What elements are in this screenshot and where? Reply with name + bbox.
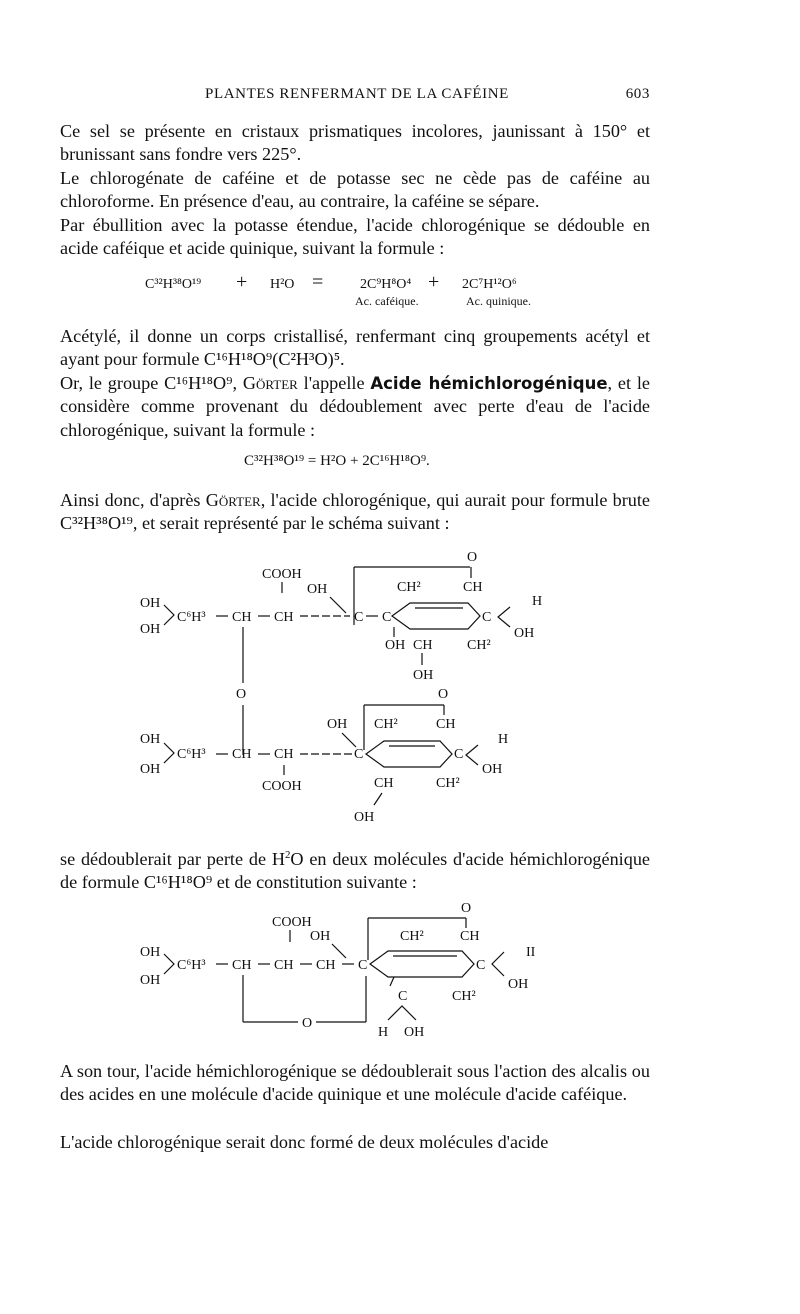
paragraph-5-text-b: l'appelle: [297, 373, 371, 393]
scheme1-oh-2: OH: [140, 622, 161, 637]
scheme2-bond: [164, 954, 174, 974]
scheme1-ring-2: [366, 741, 452, 767]
scheme2-ester-oxygen: O: [302, 1016, 313, 1031]
paragraph-4: [60, 325, 650, 372]
scheme2-bond: [332, 944, 346, 958]
scheme1-c-5: C: [454, 747, 464, 762]
scheme1-bond: [330, 597, 346, 613]
scheme1-ch2-2: CH²: [467, 638, 491, 653]
scheme2-cooh: COOH: [272, 915, 312, 930]
paragraph-6-text-c: , et serait représenté par le schéma suivant :: [132, 513, 450, 534]
scheme2-ring: [370, 951, 474, 977]
scheme2-h: II: [526, 945, 536, 960]
scheme1-ch-7: CH: [374, 776, 394, 791]
paragraph-5-text-c: , et le considère comme provenant du dédoublement avec perte d'eau de l'acide chlorogénique, suivant la formule :: [60, 373, 650, 440]
scheme1-oh-4: OH: [385, 638, 406, 653]
running-header: [60, 86, 650, 106]
scheme1-c-3: C: [482, 610, 492, 625]
scheme2-bond: [388, 1006, 416, 1020]
scheme1-c6h3-2: C⁶H³: [177, 747, 206, 762]
paragraph-6: [60, 489, 650, 536]
paragraph-7-text-b: O en deux molécules d'acide hémichlorogénique de formule C: [60, 849, 650, 893]
scheme1-bond: [466, 745, 478, 765]
scheme1-oh-8: OH: [140, 762, 161, 777]
acetyl-formula: ¹⁶H¹⁸O⁹(C²H³O)⁵.: [216, 349, 345, 370]
paragraph-7-text-a: se dédoublerait par perte de H: [60, 849, 285, 869]
scheme2-ch-1: CH: [232, 958, 252, 973]
scheme1-oh-5: OH: [413, 668, 434, 683]
scheme2-ch-3: CH: [316, 958, 336, 973]
scheme2-oh: OH: [310, 929, 331, 944]
scheme1-bond: [498, 607, 510, 627]
scheme2-oh-1: OH: [140, 945, 161, 960]
scheme1-oh-7: OH: [140, 732, 161, 747]
scheme1-ch-6: CH: [274, 747, 294, 762]
scheme1-cooh: COOH: [262, 567, 302, 582]
scheme1-ch: CH: [463, 580, 483, 595]
scheme2-c-2: C: [476, 958, 486, 973]
equation-1-equals: =: [312, 271, 324, 293]
hemi-formula: ¹⁶H¹⁸O⁹: [155, 872, 213, 893]
quinic-acid-label: Ac. quinique.: [466, 294, 531, 308]
scheme2-oh-4: OH: [404, 1025, 425, 1040]
scheme1-c6h3: C⁶H³: [177, 610, 206, 625]
equation-1-term-1: 2C⁹H⁸O⁴: [360, 277, 412, 292]
scheme2-ring-oxygen: O: [461, 901, 472, 916]
equation-1-plus: +: [236, 271, 248, 293]
scheme2-c-1: C: [358, 958, 368, 973]
scheme1-ch-4: CH: [436, 717, 456, 732]
paragraph-6-text-a: Ainsi donc, d'après: [60, 490, 206, 510]
scheme2-bond: [492, 952, 504, 976]
acid-name-bold: Acide hémichlorogénique: [370, 374, 608, 393]
equation-1-term-2: 2C⁷H¹²O⁶: [462, 277, 517, 292]
scheme1-oh-10: OH: [354, 810, 375, 825]
equation-2: C³²H³⁸O¹⁹ = H²O + 2C¹⁶H¹⁸O⁹.: [244, 453, 430, 469]
equation-1-water: H²O: [270, 277, 295, 292]
paragraph-2: Le chlorogénate de caféine et de potasse sec ne cède pas de caféine au chloroforme. En présence d'eau, au contraire, la caféine se sépare.: [60, 168, 650, 212]
author-gorter-2: Görter: [205, 490, 261, 510]
scheme1-oh: OH: [307, 582, 328, 597]
scheme1-ring-oxygen-2: O: [438, 687, 449, 702]
scheme1-h: H: [532, 594, 543, 609]
scheme2-h-2: H: [378, 1025, 389, 1040]
scheme1-ch-5: CH: [232, 747, 252, 762]
scheme2-ch2-2: CH²: [452, 989, 476, 1004]
page-number: 603: [625, 86, 650, 102]
chlorogenic-acid-scheme: [130, 545, 580, 830]
scheme2-ch: CH: [460, 929, 480, 944]
author-gorter: Görter: [242, 373, 298, 393]
scheme1-ch2: CH²: [397, 580, 421, 595]
paragraph-7-text-c: et de constitution suivante :: [212, 872, 417, 893]
hemichlorogenic-acid-scheme: [130, 900, 560, 1055]
scheme1-oh-3: OH: [514, 626, 535, 641]
scheme1-bond: [374, 793, 382, 805]
scheme2-c6h3: C⁶H³: [177, 958, 206, 973]
paragraph-4-text: Acétylé, il donne un corps cristallisé, renfermant cinq groupements acétyl et ayant pour formule C: [60, 326, 650, 370]
scheme2-bond: [390, 977, 394, 986]
scheme1-h-2: H: [498, 732, 509, 747]
scheme1-bond: [342, 733, 356, 747]
equation-1-plus-2: +: [428, 271, 440, 293]
paragraph-7: [60, 848, 650, 895]
scheme1-ch-1: CH: [232, 610, 252, 625]
h2o-subscript: 2: [284, 848, 291, 861]
scheme2-c-3: C: [398, 989, 408, 1004]
paragraph-5-text-a: Or, le groupe C: [60, 373, 177, 393]
scheme1-ch-3: CH: [413, 638, 433, 653]
group-formula: ¹⁶H¹⁸O⁹,: [176, 373, 238, 393]
scheme1-ester-oxygen: O: [236, 687, 247, 702]
scheme1-cooh-2: COOH: [262, 779, 302, 794]
scheme1-ch2-4: CH²: [436, 776, 460, 791]
scheme2-ch2: CH²: [400, 929, 424, 944]
scheme1-ring-oxygen: O: [467, 550, 478, 565]
paragraph-6-text-b: , l'acide chlorogénique, qui aurait pour formule brute C: [60, 490, 651, 534]
scheme1-ch-2: CH: [274, 610, 294, 625]
scheme1-c-1: C: [354, 610, 364, 625]
scheme1-oh-9: OH: [482, 762, 503, 777]
scheme1-bond: [164, 743, 174, 763]
paragraph-8: A son tour, l'acide hémichlorogénique se dédoublerait sous l'action des alcalis ou des acides en une molécule d'acide quinique et une molécule d'acide caféique.: [60, 1061, 650, 1105]
paragraph-5: [60, 372, 650, 442]
paragraph-1: Ce sel se présente en cristaux prismatiques incolores, jaunissant à 150° et brunissant sans fondre vers 225°.: [60, 121, 650, 165]
scheme1-c-2: C: [382, 610, 392, 625]
scheme1-c-4: C: [354, 747, 364, 762]
caffeic-acid-label: Ac. caféique.: [355, 294, 419, 308]
scheme2-oh-3: OH: [508, 977, 529, 992]
running-title: PLANTES RENFERMANT DE LA CAFÉINE: [205, 86, 509, 102]
scheme2-ch-2: CH: [274, 958, 294, 973]
paragraph-9: L'acide chlorogénique serait donc formé de deux molécules d'acide: [60, 1132, 549, 1152]
scheme1-ch2-3: CH²: [374, 717, 398, 732]
scheme2-oh-2: OH: [140, 973, 161, 988]
equation-1-lhs: C³²H³⁸O¹⁹: [145, 277, 202, 292]
brute-formula: ³²H³⁸O¹⁹: [72, 513, 133, 534]
scheme1-ring: [392, 603, 480, 629]
scheme1-oh-1: OH: [140, 596, 161, 611]
scheme1-bond: [164, 605, 174, 625]
paragraph-3: Par ébullition avec la potasse étendue, l'acide chlorogénique se dédouble en acide caféique et acide quinique, suivant la formule :: [60, 215, 650, 259]
scheme1-oh-6: OH: [327, 717, 348, 732]
